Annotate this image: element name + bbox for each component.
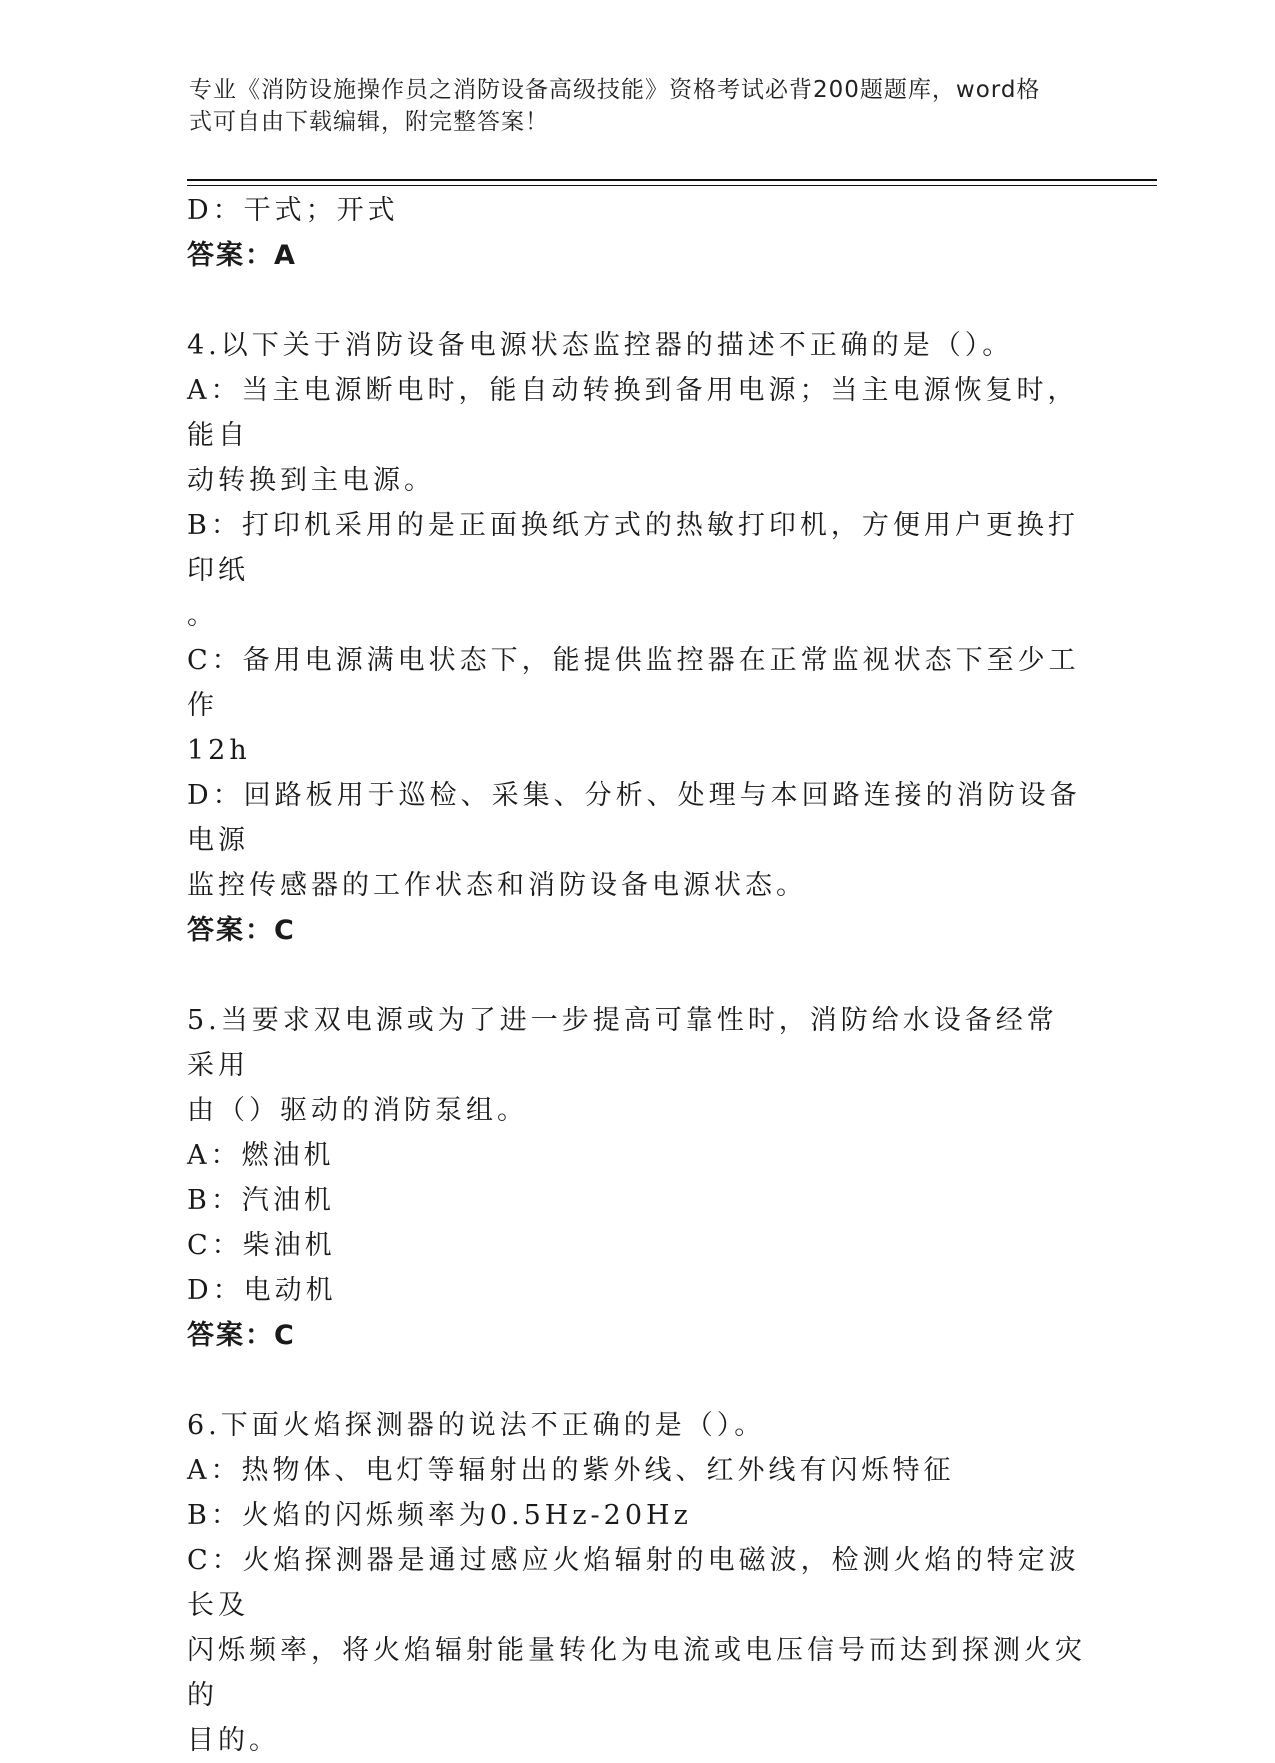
option-d: D：干式；开式 [187,195,399,226]
document-body [187,188,1087,1763]
option-b-line-1: B：打印机采用的是正面换纸方式的热敏打印机，方便用户更换打印纸 [187,510,1079,586]
answer: 答案：A [187,240,297,271]
question-5 [187,998,1087,1358]
question-4 [187,323,1087,953]
option-a: A：燃油机 [187,1140,335,1171]
option-a-line-1: A：当主电源断电时，能自动转换到备用电源；当主电源恢复时，能自 [187,375,1079,451]
spacer [187,278,1087,323]
question-text-line-2: 由（）驱动的消防泵组。 [187,1095,528,1126]
option-c-line-1: C：火焰探测器是通过感应火焰辐射的电磁波，检测火焰的特定波长及 [187,1545,1080,1621]
question-text: 6.下面火焰探测器的说法不正确的是（）。 [187,1410,766,1441]
header-rule-thin [187,185,1157,186]
option-b: B：汽油机 [187,1185,335,1216]
question-6 [187,1403,1087,1763]
question-text-line-1: 5.当要求双电源或为了进一步提高可靠性时，消防给水设备经常采用 [187,1005,1058,1081]
option-c-line-3: 目的。 [187,1725,280,1756]
spacer [187,953,1087,998]
answer: 答案：C [187,915,296,946]
question-3-tail [187,188,1087,278]
option-b: B：火焰的闪烁频率为0.5Hz-20Hz [187,1500,692,1531]
option-b-line-2: 。 [187,600,218,631]
document-header [189,74,1069,138]
option-a-line-2: 动转换到主电源。 [187,465,435,496]
spacer [187,1358,1087,1403]
option-c-line-2: 12h [187,735,251,766]
option-a: A：热物体、电灯等辐射出的紫外线、红外线有闪烁特征 [187,1455,955,1486]
header-line-1: 专业《消防设施操作员之消防设备高级技能》资格考试必背200题题库，word格 [189,77,1041,103]
option-d-line-1: D：回路板用于巡检、采集、分析、处理与本回路连接的消防设备电源 [187,780,1081,856]
question-text: 4.以下关于消防设备电源状态监控器的描述不正确的是（）。 [187,330,1014,361]
header-line-2: 式可自由下载编辑，附完整答案！ [189,109,549,135]
option-c-line-1: C：备用电源满电状态下，能提供监控器在正常监视状态下至少工作 [187,645,1080,721]
answer: 答案：C [187,1320,296,1351]
option-c: C：柴油机 [187,1230,336,1261]
option-c-line-2: 闪烁频率，将火焰辐射能量转化为电流或电压信号而达到探测火灾的 [187,1635,1086,1711]
option-d: D：电动机 [187,1275,337,1306]
option-d-line-2: 监控传感器的工作状态和消防设备电源状态。 [187,870,807,901]
header-rule-thick [187,179,1157,181]
